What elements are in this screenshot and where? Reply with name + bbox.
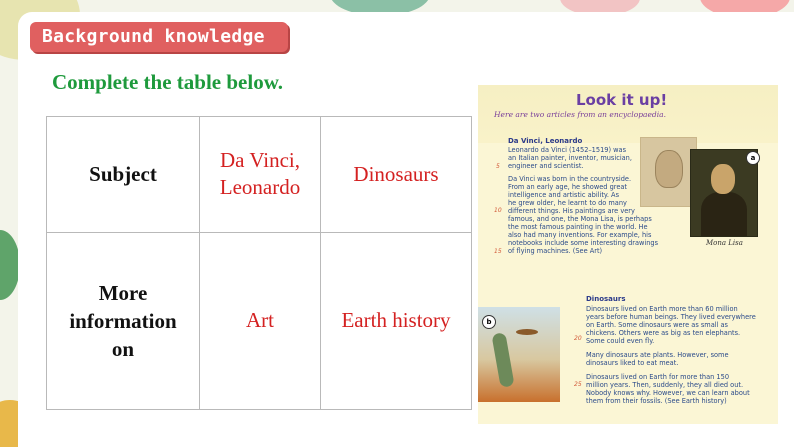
- instruction-text: Complete the table below.: [52, 70, 283, 94]
- cell-dinosaurs: [321, 117, 472, 233]
- cell-art: [200, 232, 321, 409]
- article2-p2-line: dinosaurs liked to eat meat.: [586, 359, 679, 367]
- cell-line: Earth history: [341, 308, 451, 333]
- cell-line: Dinosaurs: [353, 161, 439, 186]
- article1-p1-line: an Italian painter, inventor, musician,: [508, 154, 632, 162]
- cell-line: on: [111, 336, 135, 361]
- article2-p1-line: chickens. Others were as big as ten elephants.: [586, 329, 741, 337]
- article2-p3-line: them from their fossils. (See Earth history): [586, 397, 727, 405]
- line-number: 20: [574, 335, 582, 342]
- article2-title: Dinosaurs: [586, 295, 626, 303]
- mona-lisa-caption: Mona Lisa: [706, 239, 743, 247]
- article1-title: Da Vinci, Leonardo: [508, 137, 583, 145]
- portrait-face: [711, 164, 735, 194]
- table-row: [47, 232, 472, 409]
- cell-earth-history: [321, 232, 472, 409]
- article1-p2-line: famous, and one, the Mona Lisa, is perhaps: [508, 215, 652, 223]
- dinosaur-neck: [491, 332, 514, 388]
- article1-p2-line: different things. His paintings are very: [508, 207, 635, 215]
- cell-line: Leonardo: [219, 175, 301, 200]
- article1-p2-line: intelligence and artistic ability. As: [508, 191, 619, 199]
- row-header-subject: [47, 117, 200, 233]
- article1-p2-line: From an early age, he showed great: [508, 183, 628, 191]
- article2-p2-line: Many dinosaurs ate plants. However, some: [586, 351, 729, 359]
- image-badge-b: b: [482, 315, 496, 329]
- portrait-body: [701, 192, 747, 236]
- article1-p2-line: of flying machines. (See Art): [508, 247, 603, 255]
- image-badge-a: a: [746, 151, 760, 165]
- article1-p2-line: notebooks include some interesting drawings: [508, 239, 659, 247]
- cell-line: Subject: [89, 162, 157, 187]
- portrait-face: [655, 150, 683, 188]
- article1-p2-line: he grew older, he learnt to do many: [508, 199, 627, 207]
- da-vinci-portrait: [640, 137, 697, 207]
- cell-line: Art: [246, 308, 274, 333]
- article1-p1-line: Leonardo da Vinci (1452–1519) was: [508, 146, 626, 154]
- section-title: Background knowledge: [42, 26, 265, 47]
- article2-p1-line: years before human beings. They lived everywhere: [586, 313, 756, 321]
- article2-p1-line: Dinosaurs lived on Earth more than 60 million: [586, 305, 738, 313]
- answer-table: [46, 116, 472, 410]
- cell-line: Da Vinci,: [219, 148, 300, 173]
- cell-line: information: [69, 308, 177, 333]
- article2-p1-line: Some could even fly.: [586, 337, 655, 345]
- article2-p3-line: Nobody knows why. However, we can learn about: [586, 389, 750, 397]
- line-number: 10: [494, 207, 502, 214]
- row-header-more-info: [47, 232, 200, 409]
- article2-p1-line: on Earth. Some dinosaurs were as small as: [586, 321, 728, 329]
- article2-p3-line: Dinosaurs lived on Earth for more than 150: [586, 373, 730, 381]
- deco-blob: [0, 230, 20, 300]
- line-number: 5: [496, 163, 500, 170]
- look-it-up-heading: Look it up!: [576, 91, 668, 109]
- cell-line: More: [98, 280, 148, 305]
- article1-p1-line: engineer and scientist.: [508, 162, 584, 170]
- article1-p2-line: also had many inventions. For example, his: [508, 231, 652, 239]
- encyclopedia-page: [478, 85, 778, 424]
- article2-p3-line: million years. Then, suddenly, they all died out.: [586, 381, 744, 389]
- section-header: [30, 22, 288, 52]
- line-number: 25: [574, 381, 582, 388]
- intro-text: Here are two articles from an encyclopaedia.: [494, 110, 666, 119]
- cell-da-vinci: [200, 117, 321, 233]
- article1-p2-line: Da Vinci was born in the countryside.: [508, 175, 632, 183]
- table-row: [47, 117, 472, 233]
- pterosaur-shape: [516, 329, 538, 335]
- line-number: 15: [494, 248, 502, 255]
- article1-p2-line: the most famous painting in the world. He: [508, 223, 648, 231]
